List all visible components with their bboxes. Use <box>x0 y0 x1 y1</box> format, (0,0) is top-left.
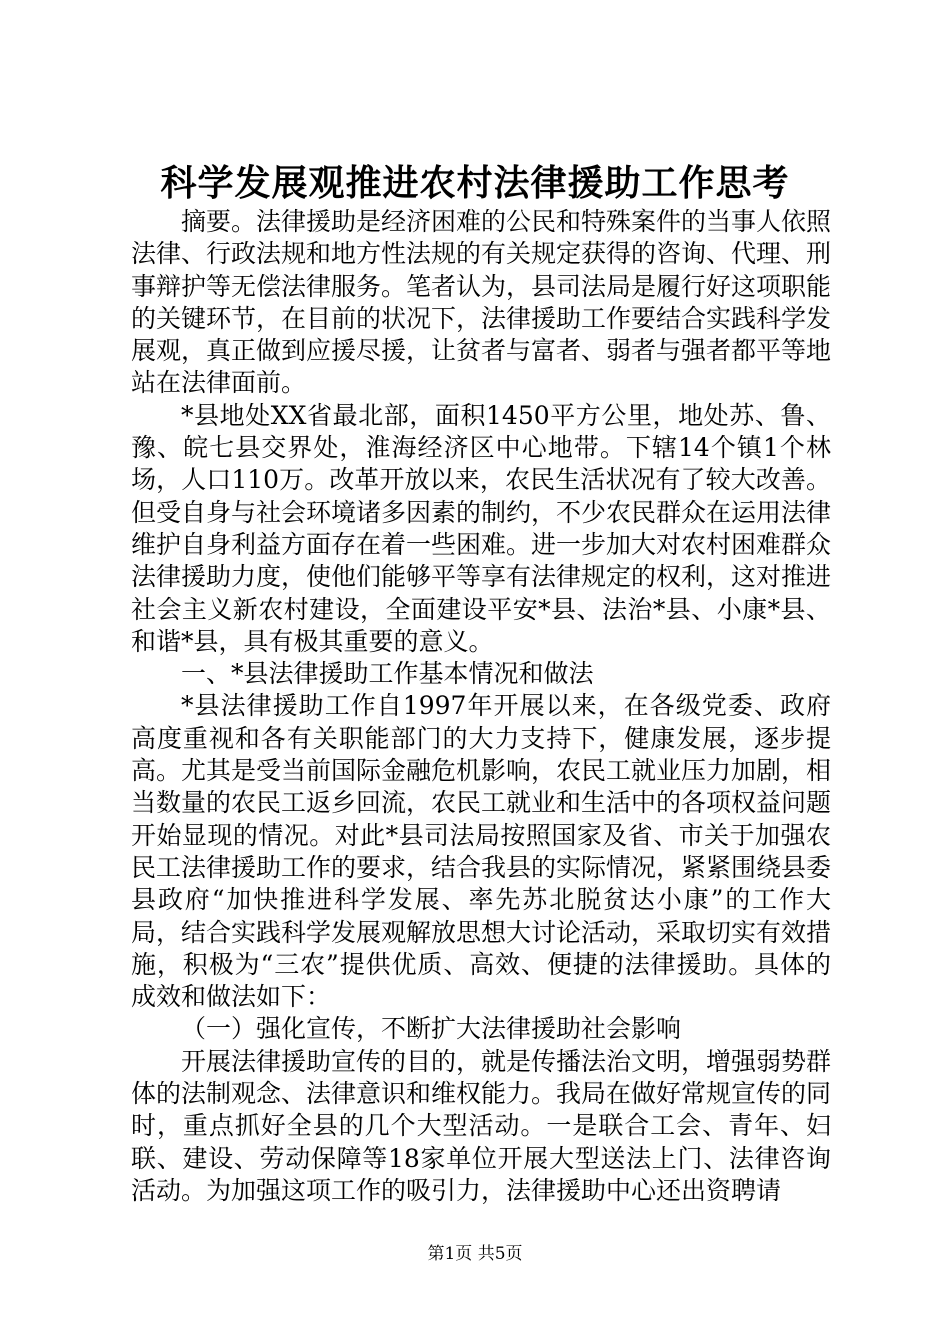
abstract-paragraph: 摘要。法律援助是经济困难的公民和特殊案件的当事人依照法律、行政法规和地方性法规的有关规定获得的咨询、代理、刑事辩护等无偿法律服务。笔者认为，县司法局是履行好这项职能的关键环节，在目前的状况下，法律援助工作要结合实践科学发展观，真正做到应援尽援，让贫者与富者、弱者与强者都平等地站在法律面前。 <box>131 207 832 398</box>
publicity-paragraph: 开展法律援助宣传的目的，就是传播法治文明，增强弱势群体的法制观念、法律意识和维权能力。我局在做好常规宣传的同时，重点抓好全县的几个大型活动。一是联合工会、青年、妇联、建设、劳动保障等18家单位开展大型送法上门、法律咨询活动。为加强这项工作的吸引力，法律援助中心还出资聘请 <box>131 1046 832 1205</box>
county-overview-paragraph: *县地处XX省最北部，面积1450平方公里，地处苏、鲁、豫、皖七县交界处，淮海经济区中心地带。下辖14个镇1个林场，人口110万。改革开放以来，农民生活状况有了较大改善。但受自身与社会环境诸多因素的制约，不少农民群众在运用法律维护自身利益方面存在着一些困难。进一步加大对农村困难群众法律援助力度，使他们能够平等享有法律规定的权利，这对推进社会主义新农村建设，全面建设平安*县、法治*县、小康*县、和谐*县，具有极其重要的意义。 <box>131 400 832 656</box>
document-title: 科学发展观推进农村法律援助工作思考 <box>160 162 790 204</box>
document-body <box>131 206 831 1207</box>
section-heading-1: 一、*县法律援助工作基本情况和做法 <box>181 659 594 689</box>
page-number-footer: 第1页 共5页 <box>427 1244 523 1264</box>
legal-aid-history-paragraph: *县法律援助工作自1997年开展以来，在各级党委、政府高度重视和各有关职能部门的大力支持下，健康发展，逐步提高。尤其是受当前国际金融危机影响，农民工就业压力加剧，相当数量的农民工返乡回流，农民工就业和生活中的各项权益问题开始显现的情况。对此*县司法局按照国家及省、市关于加强农民工法律援助工作的要求，结合我县的实际情况，紧紧围绕县委县政府“加快推进科学发展、率先苏北脱贫达小康”的工作大局，结合实践科学发展观解放思想大讨论活动，采取切实有效措施，积极为“三农”提供优质、高效、便捷的法律援助。具体的成效和做法如下： <box>131 691 832 1012</box>
subsection-heading-1: （一）强化宣传，不断扩大法律援助社会影响 <box>181 1014 682 1044</box>
